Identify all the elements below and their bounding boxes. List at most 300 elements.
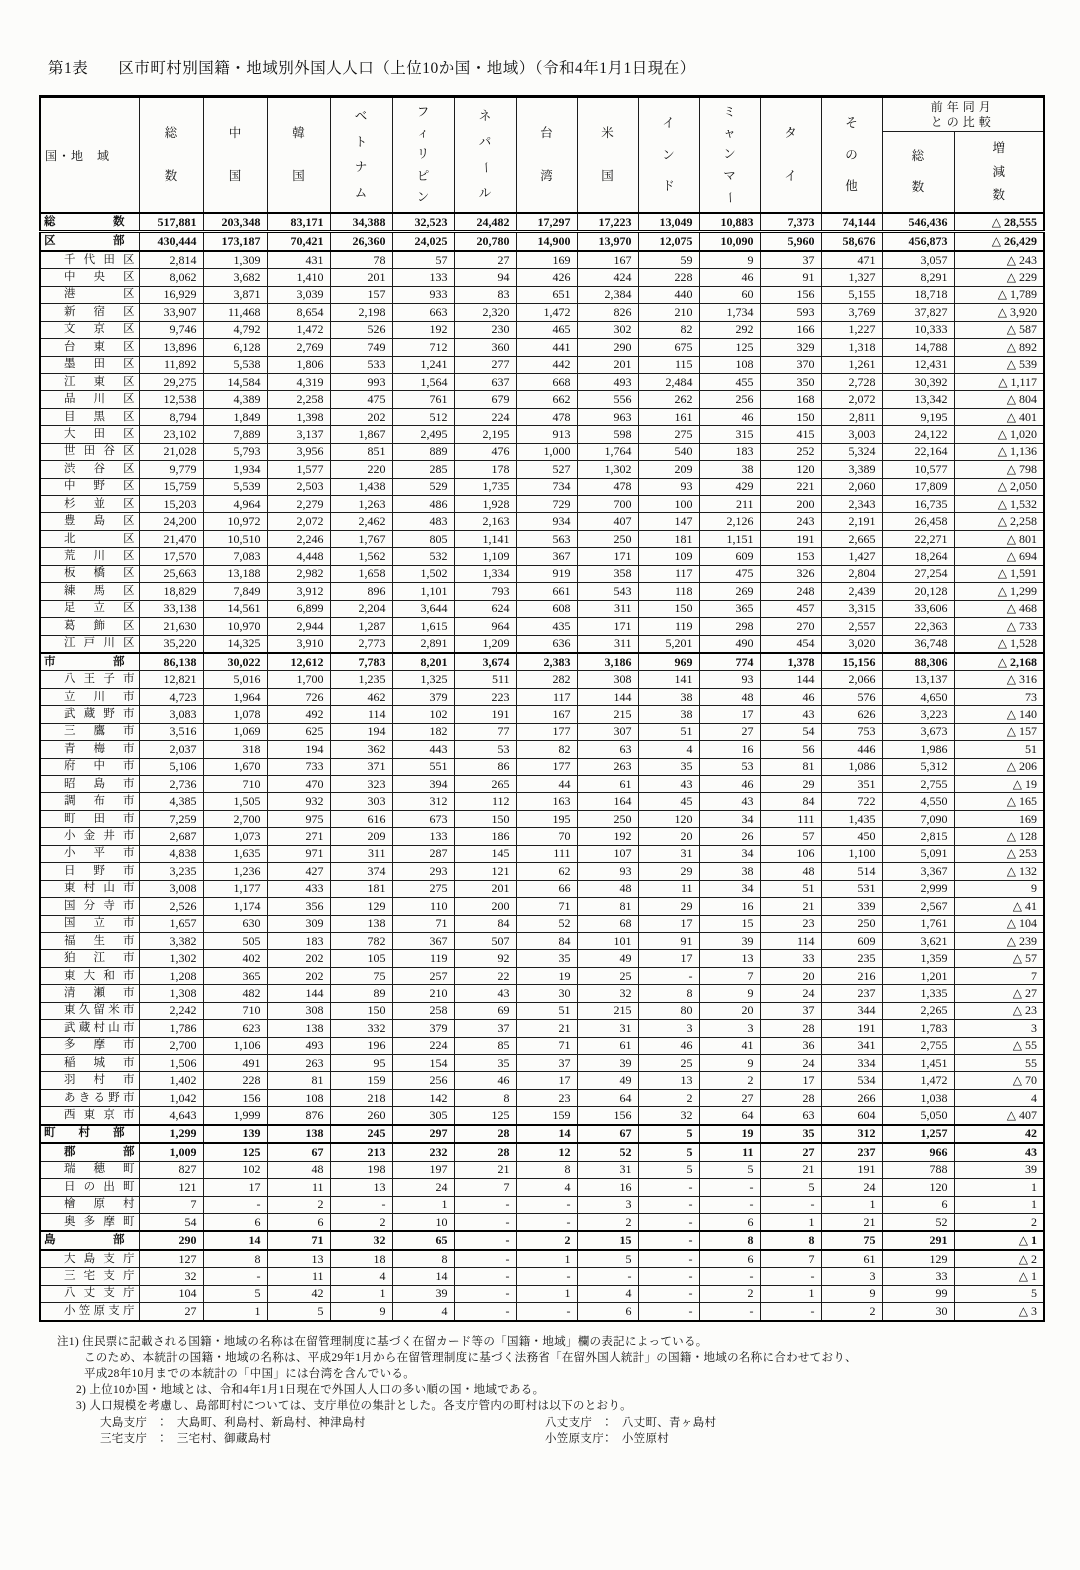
table-cell: 32 (577, 985, 638, 1002)
table-cell: 250 (577, 810, 638, 827)
row-label: 国立市 (40, 915, 139, 932)
table-cell: 211 (699, 496, 760, 513)
table-cell: 4,385 (139, 793, 203, 810)
table-cell: △ 70 (954, 1072, 1044, 1089)
table-cell: 726 (267, 688, 330, 705)
table-cell: 6 (699, 1250, 760, 1268)
table-cell: 183 (267, 932, 330, 949)
table-cell: - (699, 1268, 760, 1285)
table-cell: 4,792 (203, 321, 267, 338)
table-cell: 224 (392, 1037, 454, 1054)
table-cell: 3,910 (267, 635, 330, 653)
table-cell: 476 (454, 443, 516, 460)
table-cell: 1,335 (882, 985, 954, 1002)
column-header (821, 97, 882, 214)
table-cell: 1,786 (139, 1020, 203, 1037)
table-cell: 191 (454, 706, 516, 723)
table-row (40, 426, 1044, 443)
table-cell: 35 (516, 950, 577, 967)
table-cell: - (638, 1196, 699, 1213)
table-row (40, 1002, 1044, 1019)
table-cell: 7 (454, 1179, 516, 1196)
table-cell: - (330, 1196, 392, 1213)
table-cell: 27 (139, 1303, 203, 1321)
table-cell: 36,748 (882, 635, 954, 653)
table-cell: 3,315 (821, 600, 882, 617)
row-label: 小金井市 (40, 828, 139, 845)
table-cell: 43 (954, 1143, 1044, 1161)
table-cell: 93 (699, 671, 760, 688)
table-cell: 31 (577, 1020, 638, 1037)
table-cell: 28 (454, 1143, 516, 1161)
table-cell: △ 243 (954, 251, 1044, 269)
table-cell: 5 (267, 1303, 330, 1321)
table-cell: 5,538 (203, 356, 267, 373)
table-cell: 514 (821, 863, 882, 880)
row-label: 奥多摩町 (40, 1213, 139, 1231)
table-cell: 1,934 (203, 461, 267, 478)
table-body (40, 213, 1044, 1321)
table-cell: 202 (330, 408, 392, 425)
footnote-line: 平成28年10月までの本統計の「中国」には台湾を含んでいる。 (84, 1367, 415, 1380)
table-cell: 84 (516, 932, 577, 949)
table-cell: 851 (330, 443, 392, 460)
table-cell: △ 316 (954, 671, 1044, 688)
table-cell: 51 (516, 1002, 577, 1019)
table-cell: 48 (699, 688, 760, 705)
table-cell: 44 (516, 776, 577, 793)
table-cell: 15,759 (139, 478, 203, 495)
table-row (40, 863, 1044, 880)
table-cell: 1,577 (267, 461, 330, 478)
table-cell: 26 (699, 828, 760, 845)
table-cell: 1,806 (267, 356, 330, 373)
table-cell: 13,137 (882, 671, 954, 688)
table-cell: 651 (516, 286, 577, 303)
table-cell: 2,769 (267, 339, 330, 356)
table-cell: 668 (516, 373, 577, 390)
table-cell: 24 (760, 985, 821, 1002)
table-cell: 2,191 (821, 513, 882, 530)
table-cell: 3,083 (139, 706, 203, 723)
table-cell: 2,755 (882, 1037, 954, 1054)
table-cell: △ 19 (954, 776, 1044, 793)
table-cell: 86 (454, 758, 516, 775)
table-cell: 712 (392, 339, 454, 356)
table-cell: 16,929 (139, 286, 203, 303)
table-cell: 86,138 (139, 653, 203, 671)
table-cell: 271 (267, 828, 330, 845)
table-cell: - (638, 1303, 699, 1321)
table-cell: 531 (821, 880, 882, 897)
table-cell: 1,502 (392, 565, 454, 582)
table-cell: 51 (954, 741, 1044, 758)
table-cell: 3,956 (267, 443, 330, 460)
table-cell: 2 (330, 1213, 392, 1231)
table-cell: 3,389 (821, 461, 882, 478)
table-cell: - (203, 1268, 267, 1285)
table-cell: 56 (760, 741, 821, 758)
table-cell: 608 (516, 600, 577, 617)
table-cell: 150 (330, 1002, 392, 1019)
table-cell: 17 (638, 915, 699, 932)
table-cell: △ 2,168 (954, 653, 1044, 671)
table-cell: 209 (330, 828, 392, 845)
table-cell: 31 (577, 1161, 638, 1178)
table-cell: 1 (760, 1213, 821, 1231)
table-cell: 457 (760, 600, 821, 617)
table-cell: 121 (139, 1179, 203, 1196)
table-cell: 24,122 (882, 426, 954, 443)
table-number: 第1表 (48, 60, 89, 77)
table-cell: 51 (760, 880, 821, 897)
table-cell: 1,236 (203, 863, 267, 880)
table-cell: 210 (392, 985, 454, 1002)
table-cell: 710 (203, 776, 267, 793)
table-cell: 1,735 (454, 478, 516, 495)
table-cell: 168 (760, 391, 821, 408)
compare-header-line1: 前年同月 (930, 99, 995, 114)
table-cell: 2,944 (267, 618, 330, 635)
table-cell: 117 (516, 688, 577, 705)
table-cell: 3,871 (203, 286, 267, 303)
table-cell: 38 (638, 706, 699, 723)
table-cell: 203,348 (203, 213, 267, 232)
table-cell: 1,009 (139, 1143, 203, 1161)
table-cell: △ 804 (954, 391, 1044, 408)
table-cell: 10,577 (882, 461, 954, 478)
table-cell: 630 (203, 915, 267, 932)
table-cell: 91 (760, 269, 821, 286)
table-cell: 2,736 (139, 776, 203, 793)
table-cell: 21,630 (139, 618, 203, 635)
table-cell: 534 (821, 1072, 882, 1089)
table-cell: 379 (392, 1020, 454, 1037)
row-label: 豊島区 (40, 513, 139, 530)
table-cell: 34,388 (330, 213, 392, 232)
table-cell: 334 (821, 1055, 882, 1072)
table-cell: 546,436 (882, 213, 954, 232)
table-cell: 2,246 (267, 530, 330, 547)
row-label: 多摩市 (40, 1037, 139, 1054)
table-cell: 4,643 (139, 1107, 203, 1125)
table-cell: 15 (577, 1231, 638, 1249)
table-cell: 1,038 (882, 1089, 954, 1106)
table-cell: 17,809 (882, 478, 954, 495)
table-cell: 11 (699, 1143, 760, 1161)
table-cell: 32 (139, 1268, 203, 1285)
table-cell: 1,451 (882, 1055, 954, 1072)
table-cell: 533 (330, 356, 392, 373)
table-cell: 323 (330, 776, 392, 793)
table-cell: 876 (267, 1107, 330, 1125)
table-row (40, 932, 1044, 949)
row-label: 市部 (40, 653, 139, 671)
table-cell: 24,482 (454, 213, 516, 232)
table-cell: 6 (882, 1196, 954, 1213)
table-cell: 48 (760, 863, 821, 880)
table-cell: 492 (267, 706, 330, 723)
row-label: 檜原村 (40, 1196, 139, 1213)
table-row (40, 898, 1044, 915)
table-cell: 104 (139, 1285, 203, 1302)
table-cell: 1,964 (203, 688, 267, 705)
table-cell: 8,201 (392, 653, 454, 671)
table-cell: 826 (577, 304, 638, 321)
table-cell: 2,198 (330, 304, 392, 321)
vertical-label: ミ ャ ン マ ー (722, 105, 737, 204)
table-cell: 256 (392, 1072, 454, 1089)
table-cell: 17,297 (516, 213, 577, 232)
table-cell: 20,128 (882, 583, 954, 600)
table-cell: 7,259 (139, 810, 203, 827)
table-cell: △ 733 (954, 618, 1044, 635)
table-cell: 551 (392, 758, 454, 775)
table-cell: 1,201 (882, 967, 954, 984)
table-cell: 3,223 (882, 706, 954, 723)
table-cell: △ 2,050 (954, 478, 1044, 495)
row-label: 町田市 (40, 810, 139, 827)
table-cell: 252 (760, 443, 821, 460)
table-cell: 8 (760, 1231, 821, 1249)
table-cell: 54 (139, 1213, 203, 1231)
table-cell: 896 (330, 583, 392, 600)
table-cell: 88,306 (882, 653, 954, 671)
table-cell: 145 (454, 845, 516, 862)
table-cell: 29 (760, 776, 821, 793)
table-cell: 2,242 (139, 1002, 203, 1019)
table-cell: △ 407 (954, 1107, 1044, 1125)
table-cell: 2,462 (330, 513, 392, 530)
row-label: 渋谷区 (40, 461, 139, 478)
table-cell: - (454, 1250, 516, 1268)
table-cell: 1,657 (139, 915, 203, 932)
table-cell: 5,312 (882, 758, 954, 775)
table-cell: △ 694 (954, 548, 1044, 565)
table-cell: 120 (760, 461, 821, 478)
table-cell: △ 1,789 (954, 286, 1044, 303)
table-cell: 734 (516, 478, 577, 495)
table-cell: 3,382 (139, 932, 203, 949)
table-cell: 150 (454, 810, 516, 827)
table-cell: 4,448 (267, 548, 330, 565)
footnote-line: このため、本統計の国籍・地域の名称は、平成29年1月から在留管理制度に基づく法務省「在留外国人統計」の国籍・地域の名称に合わせており、 (84, 1351, 857, 1364)
column-header (638, 97, 699, 214)
table-cell: 2 (954, 1213, 1044, 1231)
table-row (40, 810, 1044, 827)
column-header (760, 97, 821, 214)
table-cell: 235 (821, 950, 882, 967)
table-cell: 285 (392, 461, 454, 478)
table-cell: 3,673 (882, 723, 954, 740)
table-cell: 156 (760, 286, 821, 303)
table-cell: △ 1 (954, 1231, 1044, 1249)
table-cell: 5 (699, 1161, 760, 1178)
table-cell: 243 (760, 513, 821, 530)
table-cell: 70,421 (267, 232, 330, 251)
table-cell: 1,472 (267, 321, 330, 338)
table-cell: 182 (392, 723, 454, 740)
table-row (40, 741, 1044, 758)
table-cell: 48 (577, 880, 638, 897)
table-cell: 25 (577, 967, 638, 984)
table-cell: 8 (638, 985, 699, 1002)
table-cell: 198 (330, 1161, 392, 1178)
row-label: 板橋区 (40, 565, 139, 582)
table-cell: 1,174 (203, 898, 267, 915)
table-row (40, 793, 1044, 810)
table-cell: 33 (760, 950, 821, 967)
table-cell: 753 (821, 723, 882, 740)
table-row (40, 1020, 1044, 1037)
table-cell: △ 2,258 (954, 513, 1044, 530)
table-cell: 30,392 (882, 373, 954, 390)
table-cell: 27 (699, 723, 760, 740)
table-cell: 192 (577, 828, 638, 845)
table-cell: 483 (392, 513, 454, 530)
table-row (40, 232, 1044, 251)
table-cell: 2,126 (699, 513, 760, 530)
table-cell: 61 (577, 776, 638, 793)
table-cell: 2,343 (821, 496, 882, 513)
table-cell: 17 (638, 950, 699, 967)
table-cell: 1,410 (267, 269, 330, 286)
table-cell: 2,066 (821, 671, 882, 688)
table-cell: 919 (516, 565, 577, 582)
table-cell: 61 (821, 1250, 882, 1268)
table-row (40, 1161, 1044, 1178)
table-cell: 3,912 (267, 583, 330, 600)
table-cell: 2,728 (821, 373, 882, 390)
table-cell: 2,265 (882, 1002, 954, 1019)
table-row (40, 758, 1044, 775)
table-cell: 144 (267, 985, 330, 1002)
table-cell: 11 (267, 1268, 330, 1285)
table-cell: 15,203 (139, 496, 203, 513)
table-cell: 100 (638, 496, 699, 513)
table-cell: 1 (330, 1285, 392, 1302)
table-cell: 51 (638, 723, 699, 740)
footnote-line: 注1) 住民票に記載される国籍・地域の名称は在留管理制度に基づく在留カード等の「国籍・地域」欄の表記によっている。 (57, 1335, 708, 1348)
table-cell: 13,970 (577, 232, 638, 251)
table-cell: 53 (454, 741, 516, 758)
table-cell: 13,342 (882, 391, 954, 408)
table-cell: 3,367 (882, 863, 954, 880)
table-cell: 32,523 (392, 213, 454, 232)
table-cell: 6 (699, 1213, 760, 1231)
table-cell: 2,526 (139, 898, 203, 915)
column-header (454, 97, 516, 214)
table-cell: 209 (638, 461, 699, 478)
table-cell: 35 (454, 1055, 516, 1072)
table-cell: 1,227 (821, 321, 882, 338)
table-cell: 5,324 (821, 443, 882, 460)
table-cell: 1,658 (330, 565, 392, 582)
table-cell: 7,849 (203, 583, 267, 600)
table-cell: 266 (821, 1089, 882, 1106)
table-cell: 367 (516, 548, 577, 565)
table-cell: 263 (267, 1055, 330, 1072)
table-cell: △ 798 (954, 461, 1044, 478)
table-cell: 933 (392, 286, 454, 303)
table-cell: 3,235 (139, 863, 203, 880)
table-cell: 2,503 (267, 478, 330, 495)
vertical-label: 台 湾 (540, 126, 553, 183)
table-cell: 17,570 (139, 548, 203, 565)
table-cell: 526 (330, 321, 392, 338)
table-cell: - (760, 1303, 821, 1321)
table-cell: 722 (821, 793, 882, 810)
row-label: 中央区 (40, 269, 139, 286)
table-row (40, 1107, 1044, 1125)
table-cell: 10 (392, 1213, 454, 1231)
table-cell: 3,621 (882, 932, 954, 949)
table-cell: 250 (821, 915, 882, 932)
table-row (40, 776, 1044, 793)
table-cell: 2 (516, 1231, 577, 1249)
table-cell: △ 41 (954, 898, 1044, 915)
table-cell: - (638, 1231, 699, 1249)
table-cell: 106 (760, 845, 821, 862)
table-cell: 173,187 (203, 232, 267, 251)
table-row (40, 985, 1044, 1002)
table-cell: 29 (638, 898, 699, 915)
table-cell: 111 (760, 810, 821, 827)
table-cell: 75 (821, 1231, 882, 1249)
table-cell: 788 (882, 1161, 954, 1178)
table-cell: 1 (760, 1285, 821, 1302)
table-cell: 78 (330, 251, 392, 269)
table-cell: 298 (699, 618, 760, 635)
table-cell: 1,299 (139, 1125, 203, 1143)
table-cell: 14,900 (516, 232, 577, 251)
table-cell: 23 (760, 915, 821, 932)
table-cell: 9,779 (139, 461, 203, 478)
table-cell: - (638, 1179, 699, 1196)
column-header (203, 97, 267, 214)
table-cell: 470 (267, 776, 330, 793)
table-cell: 39 (699, 932, 760, 949)
table-cell: 186 (454, 828, 516, 845)
table-cell: 75 (330, 967, 392, 984)
row-label: 立川市 (40, 688, 139, 705)
table-cell: 250 (577, 530, 638, 547)
table-cell: △ 539 (954, 356, 1044, 373)
table-cell: 49 (577, 1072, 638, 1089)
table-cell: 166 (760, 321, 821, 338)
table-cell: 556 (577, 391, 638, 408)
table-cell: 309 (267, 915, 330, 932)
table-cell: 129 (330, 898, 392, 915)
row-label: 世田谷区 (40, 443, 139, 460)
table-cell: 673 (392, 810, 454, 827)
column-header (330, 97, 392, 214)
table-cell: 358 (577, 565, 638, 582)
table-cell: 3,674 (454, 653, 516, 671)
row-label: 港区 (40, 286, 139, 303)
table-cell: 141 (638, 671, 699, 688)
footnote-detail-left: 大島支庁 ： 大島町、利島村、新島村、神津島村 (100, 1416, 366, 1429)
table-cell: 4 (392, 1303, 454, 1321)
table-cell: 277 (454, 356, 516, 373)
table-cell: 616 (330, 810, 392, 827)
table-cell: 360 (454, 339, 516, 356)
table-cell: 1,986 (882, 741, 954, 758)
table-cell: 144 (760, 671, 821, 688)
table-cell: 5,793 (203, 443, 267, 460)
table-cell: 31 (638, 845, 699, 862)
footnote-detail-line (100, 1431, 1080, 1447)
